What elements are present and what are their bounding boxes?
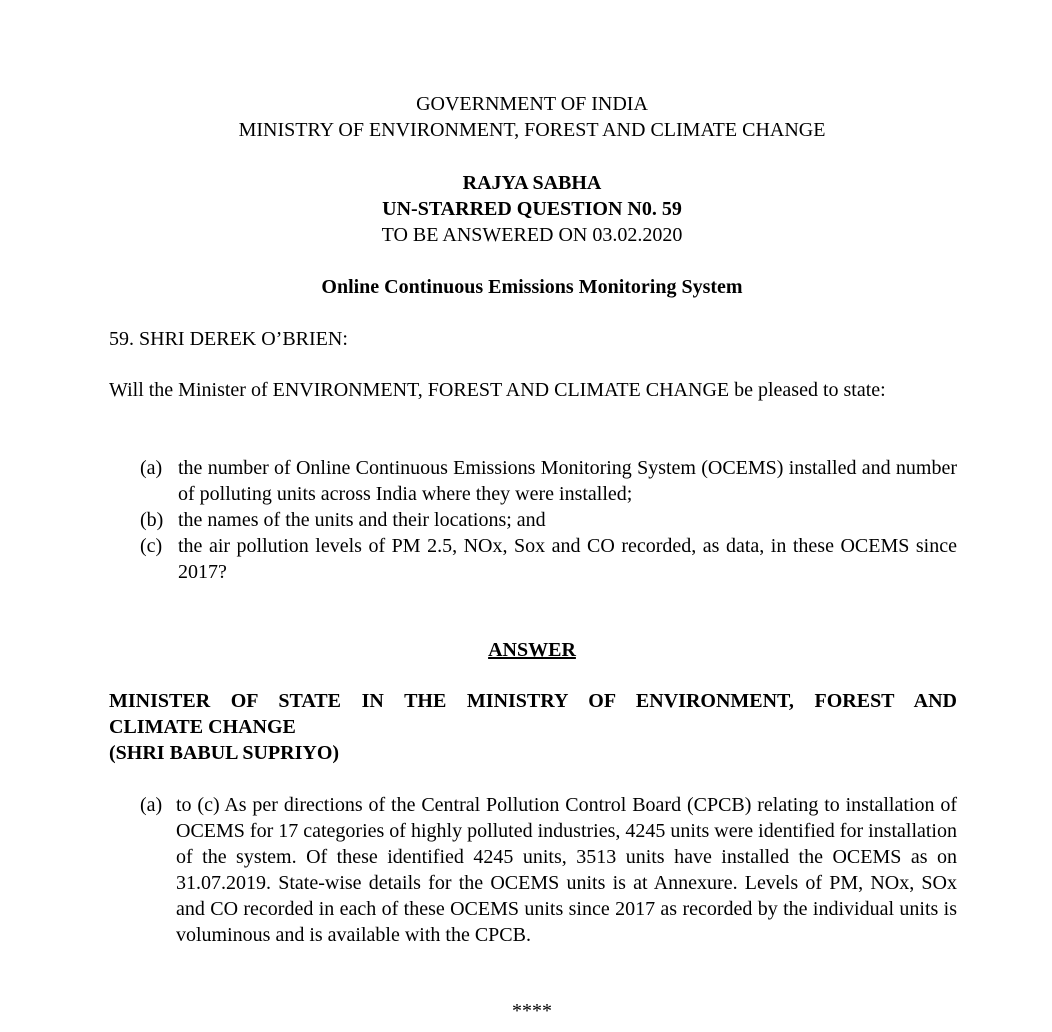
question-item-text: the names of the units and their locations; and <box>178 509 546 531</box>
minister-designation-line2: CLIMATE CHANGE <box>109 716 296 738</box>
ministry-header: MINISTRY OF ENVIRONMENT, FOREST AND CLIMATE CHANGE <box>238 119 826 141</box>
minister-designation-line1: MINISTER OF STATE IN THE MINISTRY OF ENVIRONMENT, FOREST AND <box>109 690 957 712</box>
minister-name: (SHRI BABUL SUPRIYO) <box>109 742 340 764</box>
question-number: UN-STARRED QUESTION N0. 59 <box>382 198 682 220</box>
question-item-label: (b) <box>140 509 164 531</box>
minister-designation <box>109 688 957 714</box>
questioner-name: 59. SHRI DEREK O’BRIEN: <box>109 328 348 350</box>
question-title: Online Continuous Emissions Monitoring System <box>321 276 743 298</box>
government-header: GOVERNMENT OF INDIA <box>416 93 648 115</box>
question-intro: Will the Minister of ENVIRONMENT, FOREST AND CLIMATE CHANGE be pleased to state: <box>109 379 886 401</box>
answer-date: TO BE ANSWERED ON 03.02.2020 <box>381 224 683 246</box>
answer-item-label: (a) <box>140 794 163 816</box>
question-item-text: the number of Online Continuous Emissions Monitoring System (OCEMS) installed and number of polluting units across India where they were installed; <box>178 457 957 505</box>
end-marker: **** <box>512 1000 552 1022</box>
question-item-label: (a) <box>140 457 163 479</box>
question-item-text: the air pollution levels of PM 2.5, NOx, Sox and CO recorded, as data, in these OCEMS since 2017? <box>178 535 957 583</box>
house-name: RAJYA SABHA <box>462 172 602 194</box>
answer-heading <box>0 637 1052 663</box>
question-item-label: (c) <box>140 535 163 557</box>
answer-item-text: to (c) As per directions of the Central Pollution Control Board (CPCB) relating to installation of OCEMS for 17 categories of highly polluted industries, 4245 units were identified for installation of the system. Of these identified 4245 units, 3513 units have installed the OCEMS as on 31.07.2019. State-wise details for the OCEMS units is at Annexure. Levels of PM, NOx, SOx and CO recorded in each of these OCEMS units since 2017 as recorded by the individual units is voluminous and is available with the CPCB. <box>176 794 957 946</box>
answer-heading-text: ANSWER <box>488 639 576 661</box>
